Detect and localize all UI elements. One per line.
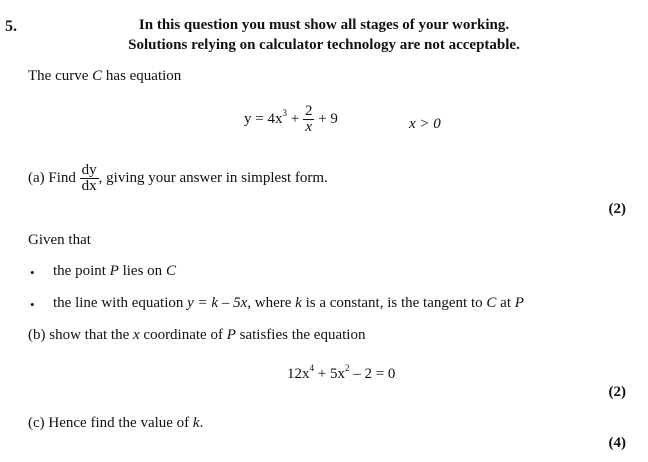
- instruction-line-2: Solutions relying on calculator technology are not acceptable.: [128, 37, 520, 53]
- intro-text: The curve C has equation: [28, 68, 182, 84]
- curve-equation: $y = 4x^3$ + $\frac{2}{x}$ + 9: [244, 103, 338, 135]
- given-that: Given that: [28, 232, 91, 248]
- part-c-marks: (4): [608, 435, 626, 451]
- quartic-equation: $12x^4 + 5x^2 - 2 = 0$: [287, 363, 396, 382]
- equation-domain: x > 0: [409, 116, 441, 132]
- part-a-marks: (2): [608, 201, 626, 217]
- part-b-marks: (2): [608, 384, 626, 400]
- part-b: (b) show that the x coordinate of P satisfies the equation: [28, 327, 366, 343]
- bullet-2-mark: •: [30, 297, 35, 312]
- equation-power: 3: [282, 107, 287, 118]
- part-c: (c) Hence find the value of k.: [28, 415, 204, 431]
- bullet-2-text: the line with equation y = k – 5x, where k is a constant, is the tangent to C at P: [53, 295, 524, 311]
- instruction-line-1: In this question you must show all stages of your working.: [138, 17, 510, 33]
- part-a: (a) Find $\frac{dy}{dx}$ , giving your answer in simplest form.: [28, 162, 328, 194]
- bullet-1-text: the point P lies on C: [53, 263, 176, 279]
- equation-lhs: y = 4x: [244, 110, 283, 127]
- derivative-fraction: $\frac{dy}{dx}$: [81, 162, 97, 194]
- bullet-1-mark: •: [30, 265, 35, 280]
- question-number: 5.: [5, 18, 17, 35]
- equation-fraction: $\frac{2}{x}$: [304, 103, 313, 135]
